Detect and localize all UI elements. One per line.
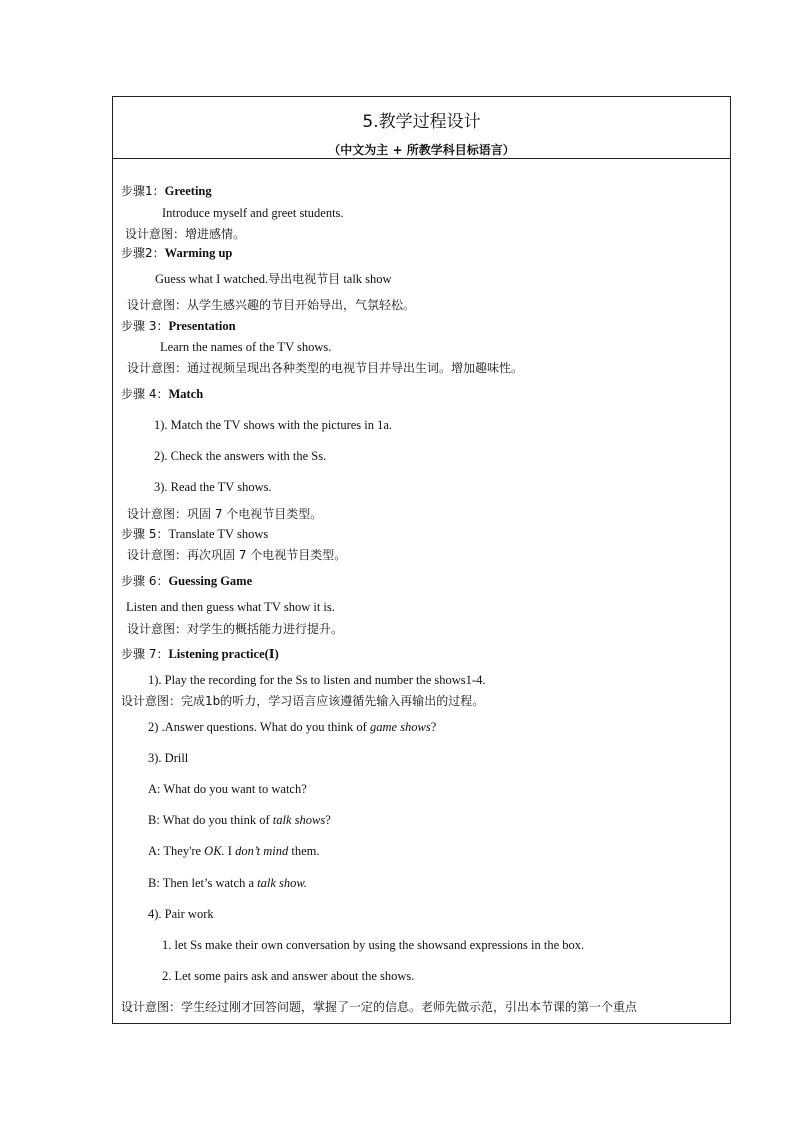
drill-line: A: What do you want to watch? [148, 782, 307, 796]
step-2-text [155, 271, 392, 287]
text: them. [288, 844, 320, 858]
section-title: 5.教学过程设计 [362, 112, 481, 132]
step-name: Translate TV shows [168, 527, 269, 541]
step-7-intent: 设计意图：完成1b的听力，学习语言应该遵循先输入再输出的过程。 [121, 694, 485, 708]
step-name: Listening practice(Ⅰ) [168, 647, 279, 661]
step-3-intent: 设计意图：通过视频呈现出各种类型的电视节目并导出生词。增加趣味性。 [127, 361, 524, 375]
step-2-intent: 设计意图：从学生感兴趣的节目开始导出，气氛轻松。 [127, 298, 416, 312]
text-italic: don’t mind [235, 844, 289, 858]
step-label: 步骤 5： [121, 527, 169, 541]
step-7-item [148, 719, 436, 735]
step-1-heading [121, 183, 212, 199]
text: ? [325, 813, 331, 827]
step-4-heading [121, 386, 203, 402]
step-7-heading [121, 646, 279, 662]
table-header [113, 97, 730, 159]
drill-line [148, 812, 331, 828]
step-name: Greeting [164, 184, 212, 198]
step-7-item: 4). Pair work [148, 907, 214, 921]
step-4-item: 1). Match the TV shows with the pictures in 1a. [154, 418, 393, 432]
step-1-intent: 设计意图：增进感情。 [125, 227, 246, 241]
step-1-text: Introduce myself and greet students. [162, 206, 344, 220]
step-5-intent: 设计意图：再次巩固 7 个电视节目类型。 [127, 548, 347, 562]
text: B: Then let’s watch a [148, 876, 258, 890]
text: I [224, 844, 236, 858]
step-name: Guessing Game [168, 574, 253, 588]
step-label: 步骤 7： [121, 647, 169, 661]
text: 2) .Answer questions. What do you think of [148, 720, 370, 734]
step-label: 步骤2： [121, 246, 165, 260]
text-en: talk show [340, 272, 392, 286]
text: ? [430, 720, 437, 734]
step-4-intent: 设计意图：巩固 7 个电视节目类型。 [127, 507, 323, 521]
text-italic: talk show. [257, 876, 307, 890]
step-3-text: Learn the names of the TV shows. [160, 340, 332, 354]
step-7-item: 1). Play the recording for the Ss to listen and number the shows1-4. [148, 673, 486, 687]
step-6-intent: 设计意图：对学生的概括能力进行提升。 [127, 622, 344, 636]
step-label: 步骤1： [121, 184, 165, 198]
step-4-item: 2). Check the answers with the Ss. [154, 449, 327, 463]
step-label: 步骤 3： [121, 319, 169, 333]
step-label: 步骤 6： [121, 574, 169, 588]
text-italic: game shows [369, 720, 431, 734]
text: A: They're [148, 844, 205, 858]
step-4-item: 3). Read the TV shows. [154, 480, 272, 494]
final-intent: 设计意图：学生经过刚才回答问题，掌握了一定的信息。老师先做示范，引出本节课的第一个重点 [121, 1000, 638, 1014]
step-3-heading [121, 318, 236, 334]
pair-work-item: 1. let Ss make their own conversation by using the showsand expressions in the box. [162, 938, 585, 952]
step-6-heading [121, 573, 252, 589]
section-subtitle: （中文为主 + 所教学科目标语言） [328, 143, 515, 157]
text: B: What do you think of [148, 813, 273, 827]
step-6-text: Listen and then guess what TV show it is. [126, 600, 335, 614]
step-2-heading [121, 245, 232, 261]
step-label: 步骤 4： [121, 387, 169, 401]
text-italic: talk shows [272, 813, 326, 827]
step-7-item: 3). Drill [148, 751, 189, 765]
text-cn: 导出电视节目 [268, 272, 341, 286]
step-name: Warming up [164, 246, 233, 260]
step-5-heading [121, 526, 268, 542]
drill-line [148, 843, 319, 859]
step-name: Presentation [168, 319, 236, 333]
step-name: Match [168, 387, 204, 401]
text-en: Guess what I watched. [155, 272, 269, 286]
text-italic: OK. [204, 844, 225, 858]
pair-work-item: 2. Let some pairs ask and answer about the shows. [162, 969, 415, 983]
drill-line [148, 875, 307, 891]
